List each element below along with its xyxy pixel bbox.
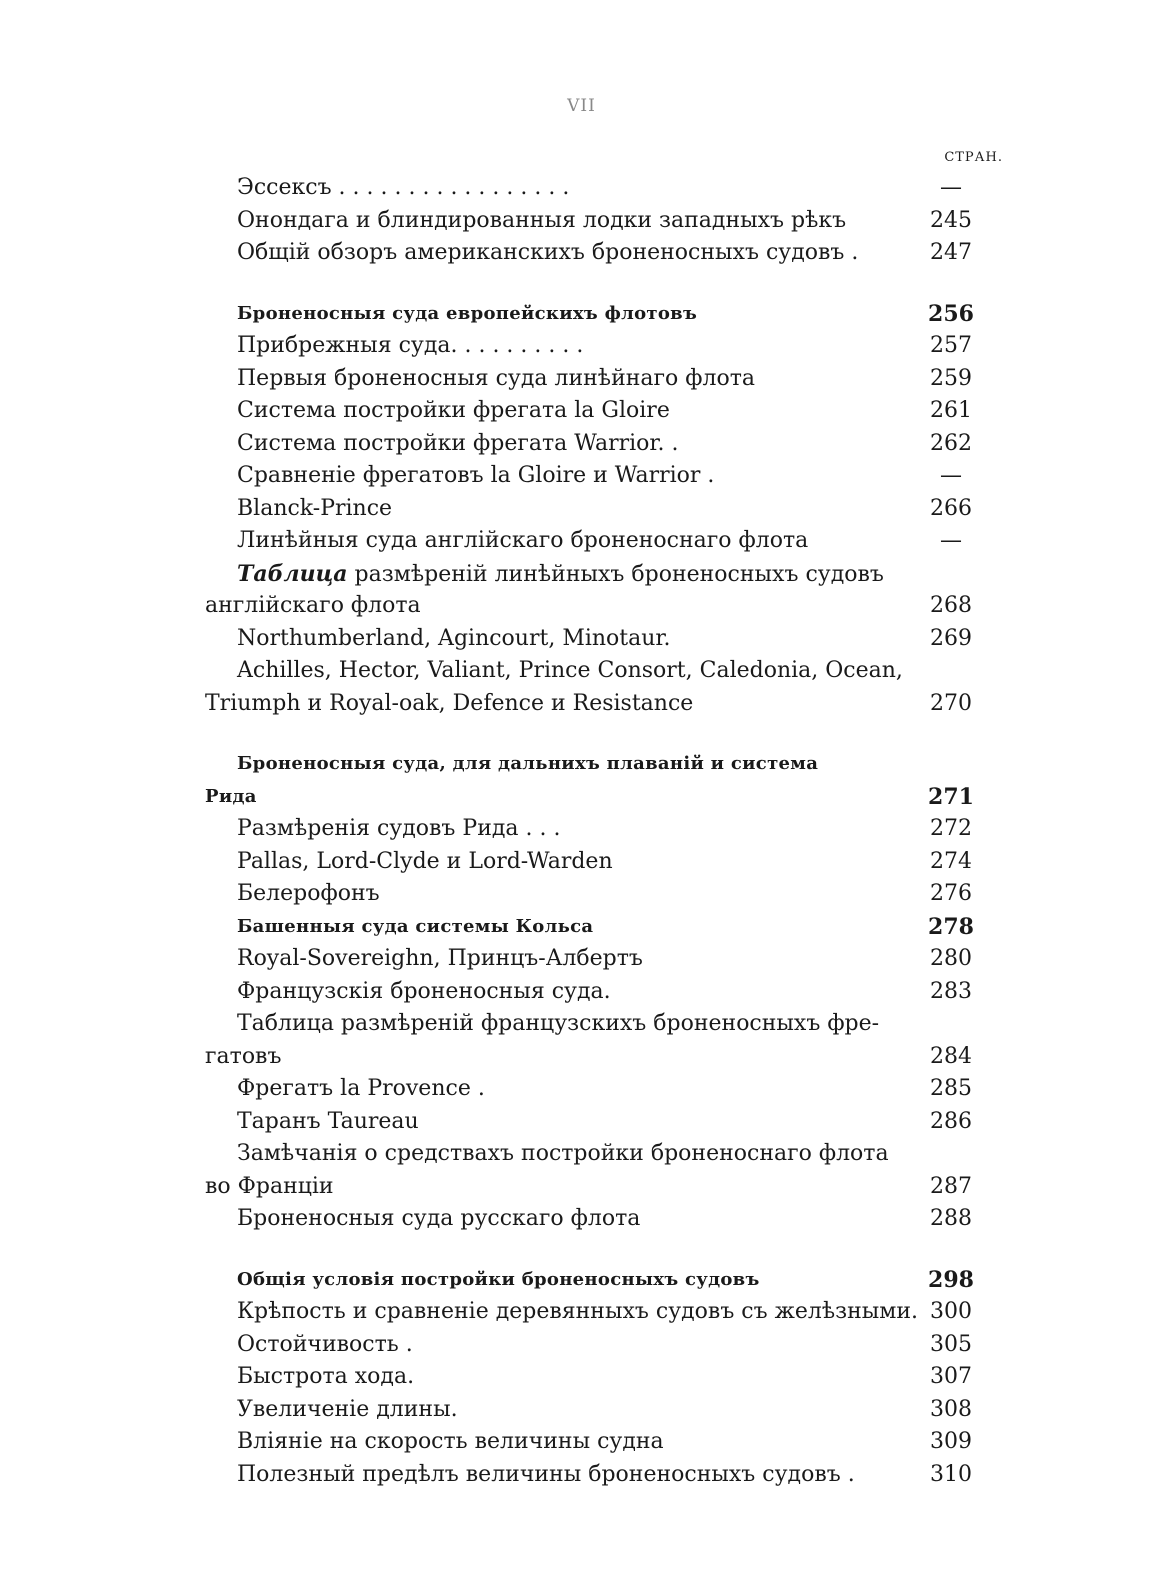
toc-entry-text: Быстрота хода. bbox=[237, 1364, 415, 1389]
toc-entry-text: Остойчивость . bbox=[237, 1331, 413, 1357]
toc-entry-page: 283 bbox=[930, 978, 972, 1004]
toc-entry-text: Система постройки фрегата la Gloire bbox=[237, 398, 670, 423]
toc-entry bbox=[205, 395, 1010, 428]
toc-entry-page: 262 bbox=[930, 430, 972, 456]
toc-entry-text: Вліяніе на скорость величины судна bbox=[237, 1429, 664, 1454]
toc-entry-page: 259 bbox=[930, 365, 972, 391]
toc-entry bbox=[205, 460, 1010, 493]
toc-entry-page: 309 bbox=[930, 1429, 972, 1454]
toc-entry-page: — bbox=[940, 463, 962, 488]
toc-entry-text: Сравненіе фрегатовъ la Gloire и Warrior . bbox=[237, 463, 715, 488]
toc-entry-text: Pallas, Lord-Clyde и Lord-Warden bbox=[237, 848, 613, 874]
toc-entry-text: Royal-Sovereighn, Принцъ-Албертъ bbox=[237, 946, 643, 971]
toc-entry-page: 245 bbox=[930, 207, 972, 233]
toc-entry-page: 300 bbox=[930, 1299, 972, 1324]
toc-entry-page: 280 bbox=[930, 946, 972, 971]
toc-entry-text: Башенныя суда системы Кольса bbox=[237, 915, 594, 937]
toc-entry bbox=[205, 878, 1010, 911]
toc-entry-page: 288 bbox=[930, 1206, 972, 1231]
toc-entry-continuation bbox=[205, 688, 1010, 721]
toc-entry-page: 298 bbox=[928, 1266, 974, 1293]
toc-entry bbox=[205, 1073, 1010, 1106]
toc-entry bbox=[205, 1203, 1010, 1236]
toc-section-heading bbox=[205, 298, 1010, 331]
toc-entry-page: 270 bbox=[930, 690, 972, 716]
toc-entry-text: Таблица размѣреній французскихъ броненосныхъ фре- bbox=[237, 1011, 880, 1036]
toc-entry-text: Фрегатъ la Provence . bbox=[237, 1076, 485, 1101]
toc-entry-page: 307 bbox=[930, 1364, 972, 1389]
toc-entry-page: 287 bbox=[930, 1173, 972, 1199]
toc-entry bbox=[205, 525, 1010, 558]
toc-entry bbox=[205, 846, 1010, 879]
toc-entry bbox=[205, 1106, 1010, 1139]
toc-entry-text: Белерофонъ bbox=[237, 881, 380, 906]
toc-entry-page: 272 bbox=[930, 816, 972, 841]
toc-entry bbox=[205, 493, 1010, 526]
toc-entry-text: Прибрежныя суда. . . . . . . . . . bbox=[237, 333, 584, 358]
toc-entry-page: 257 bbox=[930, 333, 972, 358]
table-of-contents bbox=[205, 172, 1010, 1491]
toc-entry bbox=[205, 976, 1010, 1009]
toc-entry-page: 276 bbox=[930, 881, 972, 906]
toc-entry-text: Achilles, Hector, Valiant, Prince Consort, Caledonia, Ocean, bbox=[237, 658, 903, 683]
toc-entry-text: Общія условія постройки броненосныхъ судовъ bbox=[237, 1268, 760, 1290]
toc-entry bbox=[205, 1138, 1010, 1171]
toc-entry-page: 310 bbox=[930, 1461, 972, 1487]
toc-entry bbox=[205, 623, 1010, 656]
toc-entry-text: Первыя броненосныя суда линѣйнаго флота bbox=[237, 365, 756, 391]
toc-entry bbox=[205, 655, 1010, 688]
page-number: VII bbox=[567, 96, 596, 116]
toc-entry-text: Полезный предѣлъ величины броненосныхъ судовъ . bbox=[237, 1461, 855, 1487]
toc-entry-continuation bbox=[205, 590, 1010, 623]
toc-entry-page: 247 bbox=[930, 240, 972, 265]
toc-entry-text: Линѣйныя суда англійскаго броненоснаго флота bbox=[237, 528, 809, 553]
toc-entry bbox=[205, 172, 1010, 205]
toc-entry-text: гатовъ bbox=[205, 1043, 282, 1069]
toc-entry bbox=[205, 205, 1010, 238]
toc-entry-text: Таранъ Taureau bbox=[237, 1108, 419, 1134]
toc-entry-text: Система постройки фрегата Warrior. . bbox=[237, 430, 679, 456]
toc-section-heading bbox=[205, 748, 1010, 781]
toc-entry-text: Броненосныя суда европейскихъ флотовъ bbox=[237, 302, 698, 324]
toc-section-heading-continuation bbox=[205, 781, 1010, 814]
toc-entry-page: 256 bbox=[928, 300, 974, 327]
toc-entry-page: 285 bbox=[930, 1076, 972, 1101]
toc-entry-text: Таблица размѣреній линѣйныхъ броненосныхъ судовъ bbox=[237, 560, 884, 587]
toc-entry bbox=[205, 1459, 1010, 1492]
toc-entry-page: 271 bbox=[928, 783, 974, 810]
toc-section-heading bbox=[205, 1264, 1010, 1297]
toc-entry bbox=[205, 1361, 1010, 1394]
toc-entry-text: Броненосныя суда, для дальнихъ плаваній и система bbox=[237, 753, 819, 774]
toc-entry-text: Northumberland, Agincourt, Minotaur. bbox=[237, 625, 671, 651]
toc-entry bbox=[205, 363, 1010, 396]
toc-entry-text: Рида bbox=[205, 785, 257, 807]
toc-entry bbox=[205, 558, 1010, 591]
toc-entry-page: 284 bbox=[930, 1043, 972, 1069]
toc-entry bbox=[205, 1329, 1010, 1362]
toc-entry-page: 286 bbox=[930, 1108, 972, 1134]
toc-entry-continuation bbox=[205, 1041, 1010, 1074]
toc-entry-text: Размѣренія судовъ Рида . . . bbox=[237, 816, 561, 841]
toc-entry-page: 305 bbox=[930, 1331, 972, 1357]
toc-entry bbox=[205, 1394, 1010, 1427]
toc-entry-page: — bbox=[940, 528, 962, 553]
toc-entry bbox=[205, 1426, 1010, 1459]
toc-entry-text: Французскія броненосныя суда. bbox=[237, 978, 611, 1004]
toc-entry-page: 278 bbox=[928, 913, 974, 940]
toc-entry bbox=[205, 813, 1010, 846]
toc-entry-page: 308 bbox=[930, 1396, 972, 1422]
toc-section-heading bbox=[205, 911, 1010, 944]
toc-entry-text: Triumph и Royal-oak, Defence и Resistance bbox=[205, 690, 694, 716]
toc-entry-text: Броненосныя суда русскаго флота bbox=[237, 1206, 641, 1231]
toc-entry-page: 266 bbox=[930, 495, 972, 521]
toc-entry-page: 274 bbox=[930, 848, 972, 874]
toc-entry bbox=[205, 1008, 1010, 1041]
toc-entry bbox=[205, 1296, 1010, 1329]
toc-entry-page: — bbox=[940, 175, 962, 200]
toc-entry-page: 268 bbox=[930, 593, 972, 618]
toc-entry-continuation bbox=[205, 1171, 1010, 1204]
toc-entry-text: англійскаго флота bbox=[205, 593, 421, 618]
toc-entry bbox=[205, 330, 1010, 363]
toc-entry-text: Blanck-Prince bbox=[237, 495, 393, 521]
toc-entry-page: 269 bbox=[930, 625, 972, 651]
toc-entry bbox=[205, 943, 1010, 976]
toc-entry-text: Общій обзоръ американскихъ броненосныхъ судовъ . bbox=[237, 240, 859, 265]
toc-entry-page: 261 bbox=[930, 398, 972, 423]
toc-entry-text: Крѣпость и сравненіе деревянныхъ судовъ съ желѣзными. bbox=[237, 1299, 919, 1324]
toc-entry-text: Увеличеніе длины. bbox=[237, 1396, 458, 1422]
toc-entry-text: Онондага и блиндированныя лодки западныхъ рѣкъ bbox=[237, 207, 847, 233]
page-column-label: СТРАН. bbox=[944, 150, 1003, 165]
toc-entry-text: Замѣчанія о средствахъ постройки броненоснаго флота bbox=[237, 1141, 889, 1166]
toc-entry bbox=[205, 428, 1010, 461]
toc-entry bbox=[205, 237, 1010, 270]
toc-entry-emphasis: Таблица bbox=[237, 560, 348, 587]
toc-entry-text: Эссексъ . . . . . . . . . . . . . . . . . bbox=[237, 175, 570, 200]
toc-entry-text: во Франціи bbox=[205, 1173, 334, 1199]
